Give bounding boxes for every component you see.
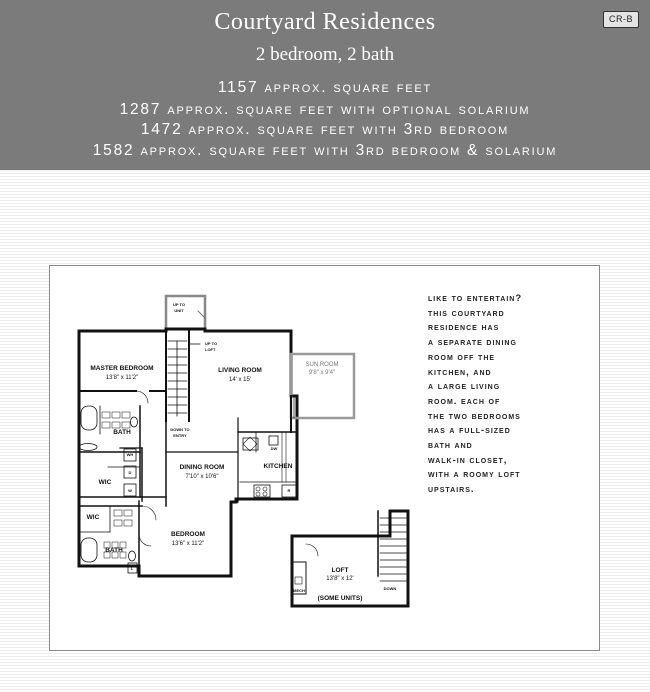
up-to-loft-label: UP TO — [205, 341, 218, 346]
down-to-entry-label: DOWN TO — [170, 427, 190, 432]
description-line: with a roomy loft — [428, 469, 521, 481]
down-to-entry-label: ENTRY — [173, 433, 187, 438]
description-line: walk-in closet, — [428, 454, 508, 466]
description-line: upstairs. — [428, 484, 475, 496]
sun-room-label: SUN ROOM — [305, 362, 339, 368]
living-room-label: LIVING ROOM — [218, 367, 262, 374]
water-heater-label: WH — [126, 452, 134, 457]
wic-label: WIC — [98, 479, 112, 486]
loft-label: LOFT — [331, 567, 349, 574]
bedroom-label: BEDROOM — [171, 531, 205, 538]
description-line: like to entertain? — [428, 293, 523, 304]
description-line: room. each of — [428, 395, 501, 407]
mech-label: MECH — [293, 588, 305, 593]
linen-label: L — [130, 566, 134, 571]
master-bath-label: BATH — [113, 429, 131, 436]
description-line: residence has — [428, 322, 500, 334]
living-room-dims: 14' x 15' — [229, 377, 251, 383]
up-to-unit-label: UP TO — [172, 302, 186, 307]
page-subtitle: 2 bedroom, 2 bath — [255, 44, 395, 65]
down-label: DOWN — [383, 586, 397, 591]
description-line: room off the — [428, 351, 496, 363]
description-line: has a full-sized — [428, 425, 511, 437]
description-text — [428, 292, 598, 498]
description-line: kitchen, and — [428, 366, 492, 378]
wic-label: WIC — [86, 514, 100, 521]
dryer-label: D — [128, 470, 132, 475]
floorplan-card — [49, 265, 600, 651]
refrigerator-label: R — [287, 488, 291, 493]
up-to-loft-label: LOFT — [205, 347, 216, 352]
description-line: a separate dining — [428, 337, 517, 349]
square-feet-line: 1157 approx. square feet — [217, 79, 433, 96]
sun-room-dims: 9'8" x 9'4" — [308, 370, 336, 376]
master-bedroom-dims: 13'8" x 11'2" — [105, 375, 139, 381]
washer-label: W — [128, 488, 132, 493]
master-bedroom-label: MASTER BEDROOM — [90, 365, 154, 372]
plan-code-badge: CR-B — [603, 11, 639, 28]
square-feet-line: 1472 approx. square feet with 3rd bedroom — [140, 121, 510, 138]
description-line: the two bedrooms — [428, 410, 521, 422]
bath-label: BATH — [105, 547, 123, 554]
square-feet-line: 1582 approx. square feet with 3rd bedroom & solarium — [92, 142, 558, 159]
loft-note: (SOME UNITS) — [317, 595, 363, 602]
header-banner — [0, 0, 650, 170]
description-line: a large living — [428, 381, 501, 393]
kitchen-label: KITCHEN — [263, 463, 293, 470]
loft-dims: 13'8" x 12' — [326, 576, 354, 582]
dining-room-dims: 7'10" x 10'6" — [185, 474, 219, 480]
description-line: this courtyard — [428, 307, 505, 319]
dining-room-label: DINING ROOM — [179, 464, 225, 471]
square-feet-line: 1287 approx. square feet with optional solarium — [119, 101, 531, 118]
description-line: bath and — [428, 440, 473, 452]
dishwasher-label: DW — [270, 446, 278, 451]
bedroom-dims: 13'6" x 11'2" — [171, 541, 205, 547]
up-to-unit-label: UNIT — [174, 308, 184, 313]
page-title: Courtyard Residences — [214, 9, 436, 35]
